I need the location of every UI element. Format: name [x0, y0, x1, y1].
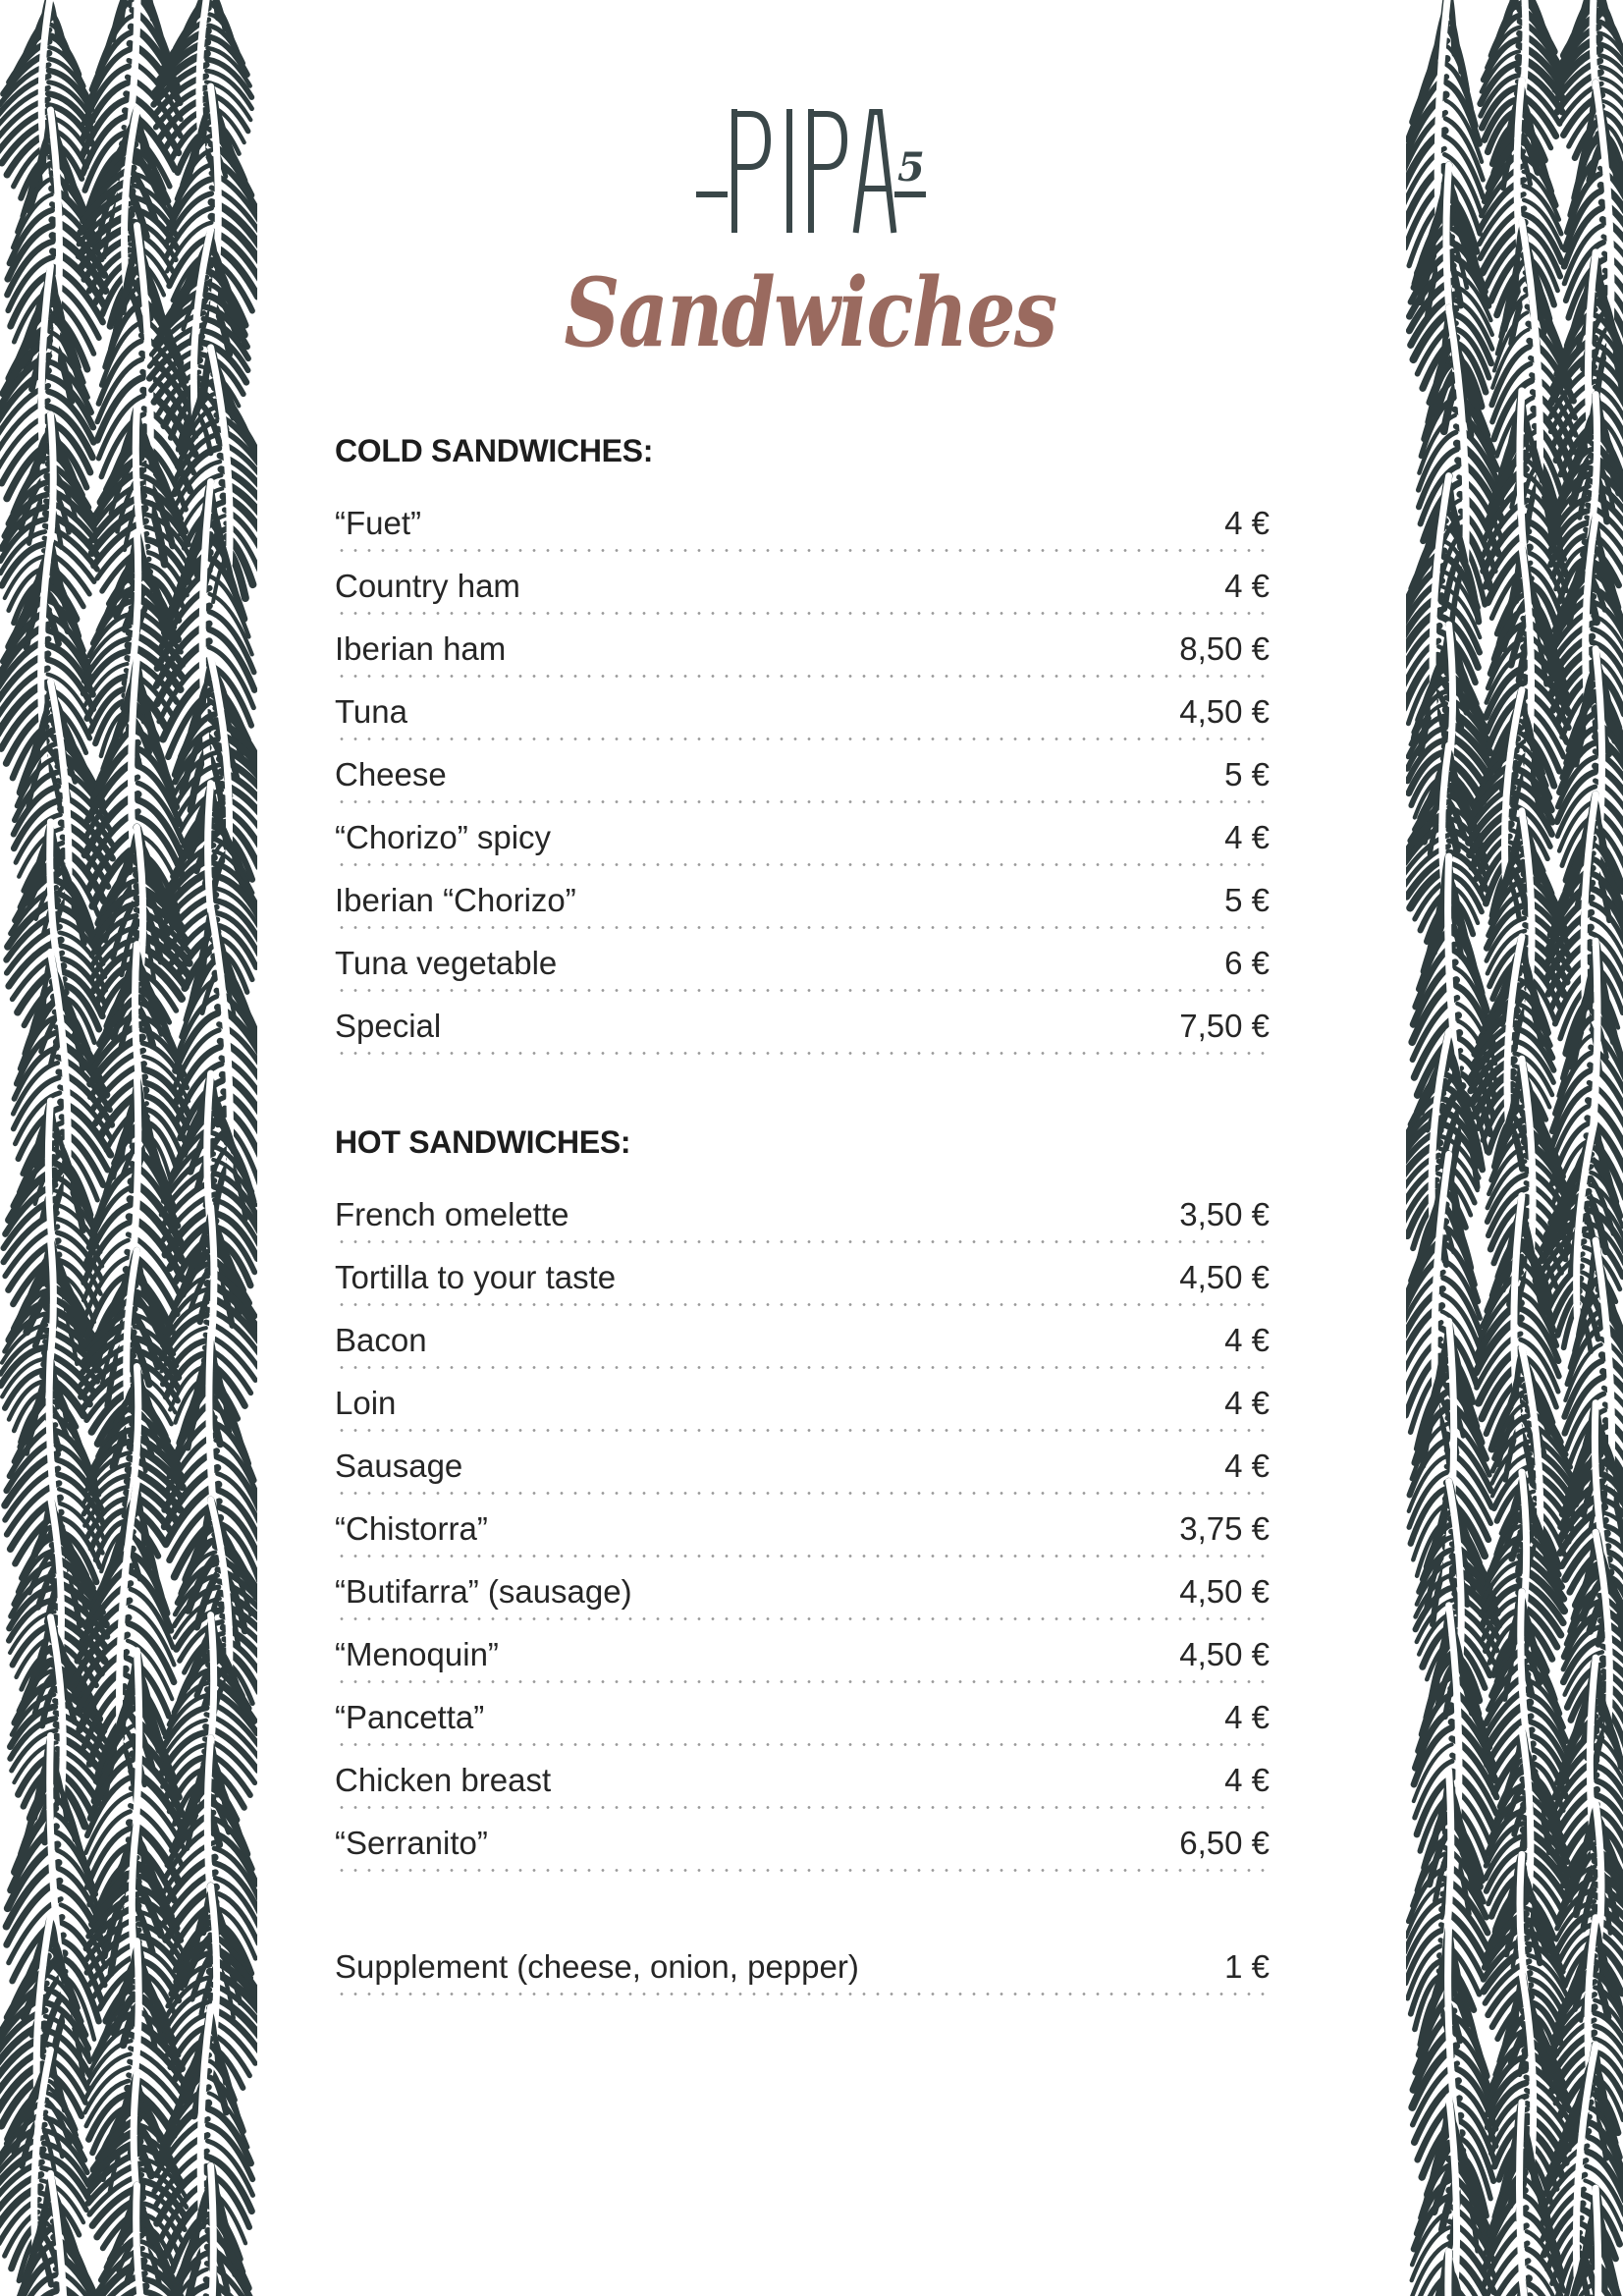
supplement-name: Supplement (cheese, onion, pepper): [335, 1948, 859, 1985]
menu-item-price: 4 €: [1224, 819, 1270, 855]
menu-item-name: “Pancetta”: [335, 1699, 485, 1735]
menu-item-row: [335, 805, 1270, 868]
menu-item-row: [335, 1371, 1270, 1434]
menu-item-price: 6,50 €: [1179, 1825, 1270, 1861]
menu-item-price: 5 €: [1224, 756, 1270, 793]
menu-item-name: Iberian ham: [335, 630, 507, 667]
menu-item-price: 4 €: [1224, 1322, 1270, 1358]
menu-item-name: Tuna vegetable: [335, 945, 558, 981]
menu-item-name: Iberian “Chorizo”: [335, 882, 576, 918]
supplement-row: [335, 1935, 1270, 1997]
menu-item-row: [335, 1685, 1270, 1748]
menu-item-row: [335, 1622, 1270, 1685]
menu-item-name: “Menoquin”: [335, 1636, 499, 1672]
menu-item-price: 4,50 €: [1179, 1259, 1270, 1295]
menu-item-price: 4 €: [1224, 1762, 1270, 1798]
menu-item-price: 4 €: [1224, 1448, 1270, 1484]
cold-sandwiches-list: [335, 491, 1270, 1057]
leaf-pattern-right: [1406, 0, 1623, 2296]
menu-item-name: Country ham: [335, 568, 520, 604]
menu-item-row: [335, 1182, 1270, 1245]
menu-item-row: [335, 680, 1270, 742]
supplement-price: 1 €: [1224, 1948, 1270, 1985]
menu-item-price: 7,50 €: [1179, 1008, 1270, 1044]
menu-item-name: Chicken breast: [335, 1762, 552, 1798]
menu-title: Sandwiches: [564, 257, 1056, 368]
leaf-pattern-left: [0, 0, 257, 2296]
menu-item-name: Special: [335, 1008, 442, 1044]
menu-item-row: [335, 1245, 1270, 1308]
menu-item-price: 4 €: [1224, 505, 1270, 541]
menu-item-name: Tortilla to your taste: [335, 1259, 617, 1295]
menu-item-name: “Serranito”: [335, 1825, 488, 1861]
menu-item-row: [335, 491, 1270, 554]
hot-sandwiches-heading: HOT SANDWICHES:: [335, 1124, 631, 1160]
svg-text:5: 5: [897, 144, 925, 191]
menu-item-row: [335, 1748, 1270, 1811]
menu-item-name: Loin: [335, 1385, 397, 1421]
menu-item-name: “Fuet”: [335, 505, 422, 541]
menu-item-row: [335, 1559, 1270, 1622]
menu-item-name: Bacon: [335, 1322, 427, 1358]
menu-item-row: [335, 617, 1270, 680]
menu-item-name: Cheese: [335, 756, 447, 793]
menu-item-name: “Butifarra” (sausage): [335, 1573, 632, 1610]
menu-item-row: [335, 994, 1270, 1057]
menu-item-price: 4,50 €: [1179, 693, 1270, 730]
menu-item-price: 4 €: [1224, 1699, 1270, 1735]
brand-logo: [687, 98, 943, 246]
menu-item-name: “Chorizo” spicy: [335, 819, 552, 855]
menu-item-price: 4,50 €: [1179, 1573, 1270, 1610]
menu-item-row: [335, 1308, 1270, 1371]
menu-item-name: French omelette: [335, 1196, 569, 1232]
menu-item-row: [335, 931, 1270, 994]
menu-item-price: 8,50 €: [1179, 630, 1270, 667]
menu-item-name: Sausage: [335, 1448, 463, 1484]
menu-item-price: 5 €: [1224, 882, 1270, 918]
menu-list: [335, 422, 1270, 1997]
menu-item-row: [335, 554, 1270, 617]
menu-item-name: Tuna: [335, 693, 407, 730]
menu-item-row: [335, 1811, 1270, 1874]
menu-item-name: “Chistorra”: [335, 1510, 488, 1547]
menu-item-price: 6 €: [1224, 945, 1270, 981]
menu-item-row: [335, 868, 1270, 931]
menu-item-row: [335, 1497, 1270, 1559]
menu-item-price: 3,50 €: [1179, 1196, 1270, 1232]
hot-sandwiches-list: [335, 1182, 1270, 1874]
menu-item-price: 3,75 €: [1179, 1510, 1270, 1547]
cold-sandwiches-heading: COLD SANDWICHES:: [335, 433, 654, 468]
menu-item-price: 4 €: [1224, 568, 1270, 604]
menu-item-row: [335, 742, 1270, 805]
menu-item-price: 4,50 €: [1179, 1636, 1270, 1672]
menu-item-price: 4 €: [1224, 1385, 1270, 1421]
menu-item-row: [335, 1434, 1270, 1497]
